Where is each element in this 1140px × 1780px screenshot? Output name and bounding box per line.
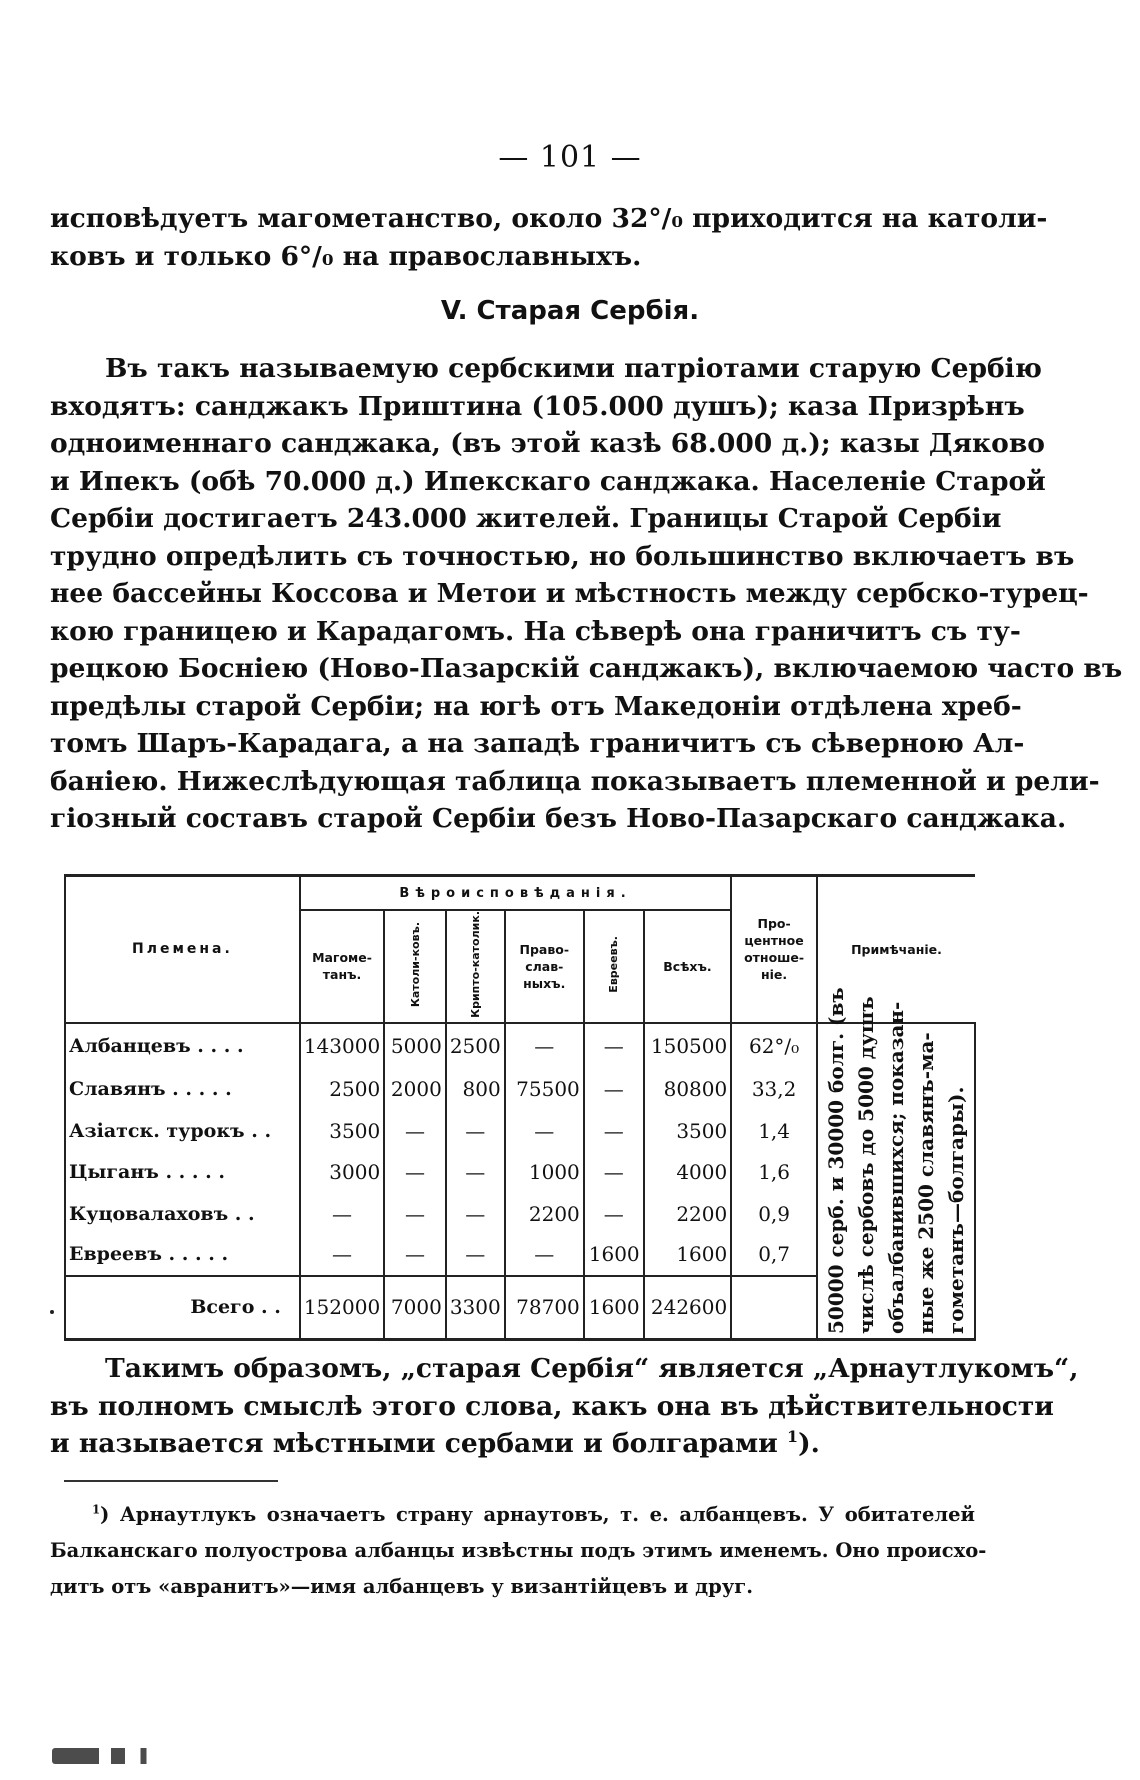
- cell-catholics: 7000: [384, 1276, 446, 1340]
- total-label: Всего . .: [65, 1276, 300, 1340]
- header-text: отноше-: [744, 950, 805, 966]
- col-header-moslems: [300, 910, 384, 1023]
- text-line: трудно опредѣлить съ точностью, но большинство включаетъ въ: [50, 540, 1075, 572]
- col-header-tribes: Племена.: [65, 876, 300, 1023]
- cell-jews: —: [584, 1193, 644, 1234]
- col-header-note: Примѣчаніе.: [817, 876, 975, 1023]
- cell-total: 80800: [644, 1069, 732, 1110]
- cell-total: 3500: [644, 1110, 732, 1151]
- section-heading: V. Старая Сербія.: [440, 296, 700, 326]
- col-header-total: Всѣхъ.: [644, 910, 732, 1023]
- row-name: Цыганъ . . . . .: [65, 1151, 300, 1192]
- text-line: Такимъ образомъ, „старая Сербія“ является „Арнаутлукомъ“,: [105, 1353, 1079, 1384]
- text-end: ).: [798, 1428, 820, 1459]
- text-line: Въ такъ называемую сербскими патріотами старую Сербію: [105, 353, 1042, 384]
- cell-total: 150500: [644, 1023, 732, 1069]
- cell-orthodox: —: [505, 1110, 584, 1151]
- cell-catholics: —: [384, 1151, 446, 1192]
- row-name: Куцовалаховъ . .: [65, 1193, 300, 1234]
- header-text: Католи-ковъ.: [408, 921, 422, 1007]
- text-line: баніею. Нижеслѣдующая таблица показываетъ племенной и рели-: [50, 765, 1100, 797]
- cell-crypto: —: [446, 1193, 505, 1234]
- header-text: Крипто-католик.: [468, 911, 482, 1018]
- cell-percent: 0,9: [731, 1193, 817, 1234]
- text-line: томъ Шаръ-Карадага, а на западѣ граничитъ съ сѣверною Ал-: [50, 728, 1025, 759]
- header-text: Магоме-: [312, 950, 372, 966]
- header-text: ныхъ.: [523, 975, 566, 991]
- row-name: Славянъ . . . . .: [65, 1069, 300, 1110]
- header-text: танъ.: [322, 967, 362, 983]
- cell-percent: 0,7: [731, 1234, 817, 1275]
- cell-percent: 1,6: [731, 1151, 817, 1192]
- text-line: рецкою Босніею (Ново-Пазарскій санджакъ), включаемою часто въ: [50, 653, 1123, 684]
- text-line: исповѣдуетъ магометанство, около 32°/₀ приходится на католи-: [50, 203, 1048, 234]
- cell-jews: 1600: [584, 1234, 644, 1275]
- margin-dot: [50, 1310, 54, 1314]
- note-line: гометанъ—болгары).: [943, 1086, 968, 1334]
- closing-paragraph: [50, 1350, 1079, 1463]
- cell-moslems: 143000: [300, 1023, 384, 1069]
- cell-moslems: 152000: [300, 1276, 384, 1340]
- cell-total: 2200: [644, 1193, 732, 1234]
- cell-jews: —: [584, 1151, 644, 1192]
- text-line-with-ref: [50, 1425, 975, 1463]
- cell-jews: —: [584, 1110, 644, 1151]
- text-line: и называется мѣстными сербами и болгарами: [50, 1428, 778, 1459]
- note-line: объалбанившихся; показан-: [883, 1001, 908, 1334]
- cell-moslems: 3000: [300, 1151, 384, 1192]
- text-line: входятъ: санджакъ Приштина (105.000 душъ); каза Призрѣнъ: [50, 390, 1025, 422]
- cell-catholics: 2000: [384, 1069, 446, 1110]
- cell-crypto: 800: [446, 1069, 505, 1110]
- footnote-line: дитъ отъ «авранитъ»—имя албанцевъ у византійцевъ и друг.: [50, 1575, 754, 1598]
- col-header-jews: [584, 910, 644, 1023]
- cell-crypto: —: [446, 1151, 505, 1192]
- cell-moslems: —: [300, 1193, 384, 1234]
- footnote-text: ) Арнаутлукъ означаетъ страну арнаутовъ, т. е. албанцевъ. У обитателей: [100, 1503, 975, 1526]
- header-text: центное: [744, 933, 804, 949]
- note-line: 50000 серб. и 30000 болг. (въ: [823, 987, 848, 1334]
- cell-moslems: 2500: [300, 1069, 384, 1110]
- text-line: кою границею и Карадагомъ. На сѣверѣ она граничитъ съ ту-: [50, 615, 1021, 647]
- cell-crypto: —: [446, 1234, 505, 1275]
- main-paragraph: [50, 350, 1123, 838]
- row-name: Албанцевъ . . . .: [65, 1023, 300, 1069]
- ink-smudge: [52, 1748, 170, 1764]
- text-line: въ полномъ смыслѣ этого слова, какъ она въ дѣйствительности: [50, 1390, 1054, 1422]
- cell-moslems: 3500: [300, 1110, 384, 1151]
- cell-orthodox: 1000: [505, 1151, 584, 1192]
- text-line: ковъ и только 6°/₀ на православныхъ.: [50, 240, 642, 272]
- col-header-religions: Вѣроисповѣданія.: [300, 876, 731, 911]
- religion-table: [64, 874, 976, 1334]
- cell-crypto: 3300: [446, 1276, 505, 1340]
- text-line: предѣлы старой Сербіи; на югѣ отъ Македоніи отдѣлена хреб-: [50, 690, 1022, 722]
- header-text: слав-: [525, 958, 564, 974]
- intro-paragraph: [50, 200, 1048, 275]
- header-text: ніе.: [761, 967, 788, 983]
- cell-catholics: —: [384, 1234, 446, 1275]
- religion-table-grid: [64, 874, 976, 1341]
- cell-orthodox: —: [505, 1023, 584, 1069]
- col-header-orthodox: [505, 910, 584, 1023]
- cell-percent: 33,2: [731, 1069, 817, 1110]
- text-line: одноименнаго санджака, (въ этой казѣ 68.000 д.); казы Дяково: [50, 428, 1045, 459]
- note-line: ные же 2500 славянъ-ма-: [913, 1032, 938, 1334]
- col-header-catholics: [384, 910, 446, 1023]
- row-name: Евреевъ . . . . .: [65, 1234, 300, 1275]
- footnote-mark: 1: [92, 1502, 101, 1517]
- footnote-line: [50, 1497, 975, 1533]
- cell-jews: 1600: [584, 1276, 644, 1340]
- footnote: [50, 1497, 987, 1605]
- row-name: Азіатск. турокъ . .: [65, 1110, 300, 1151]
- footnote-line: Балканскаго полуострова албанцы извѣстны подъ этимъ именемъ. Оно происхо-: [50, 1539, 987, 1562]
- cell-crypto: —: [446, 1110, 505, 1151]
- cell-percent: 62°/₀: [731, 1023, 817, 1069]
- text-line: и Ипекъ (обѣ 70.000 д.) Ипекскаго санджака. Населеніе Старой: [50, 465, 1046, 497]
- header-text: Евреевъ.: [607, 936, 621, 993]
- note-text: [821, 987, 971, 1334]
- col-header-crypto: [446, 910, 505, 1023]
- footnote-ref: 1: [787, 1427, 799, 1447]
- note-cell: [817, 987, 975, 1340]
- footnote-divider: [64, 1480, 278, 1482]
- header-text: Про-: [757, 916, 791, 932]
- cell-orthodox: —: [505, 1234, 584, 1275]
- text-line: Сербіи достигаетъ 243.000 жителей. Границы Старой Сербіи: [50, 503, 1002, 534]
- cell-jews: —: [584, 1069, 644, 1110]
- page-number: — 101 —: [498, 140, 642, 175]
- cell-orthodox: 78700: [505, 1276, 584, 1340]
- note-line: числѣ сербовъ до 5000 душъ: [853, 996, 878, 1334]
- cell-total: 1600: [644, 1234, 732, 1275]
- cell-percent: [731, 1276, 817, 1340]
- cell-percent: 1,4: [731, 1110, 817, 1151]
- cell-catholics: 5000: [384, 1023, 446, 1069]
- cell-catholics: —: [384, 1193, 446, 1234]
- text-line: гіозный составъ старой Сербіи безъ Ново-Пазарскаго санджака.: [50, 803, 1067, 834]
- cell-total: 242600: [644, 1276, 732, 1340]
- cell-moslems: —: [300, 1234, 384, 1275]
- cell-jews: —: [584, 1023, 644, 1069]
- cell-orthodox: 75500: [505, 1069, 584, 1110]
- cell-orthodox: 2200: [505, 1193, 584, 1234]
- header-text: Право-: [519, 941, 570, 957]
- table-row: [65, 1023, 975, 1069]
- text-line: нее бассейны Коссова и Метои и мѣстность между сербско-турец-: [50, 578, 1089, 609]
- cell-crypto: 2500: [446, 1023, 505, 1069]
- cell-catholics: —: [384, 1110, 446, 1151]
- col-header-percent: [731, 876, 817, 1023]
- cell-total: 4000: [644, 1151, 732, 1192]
